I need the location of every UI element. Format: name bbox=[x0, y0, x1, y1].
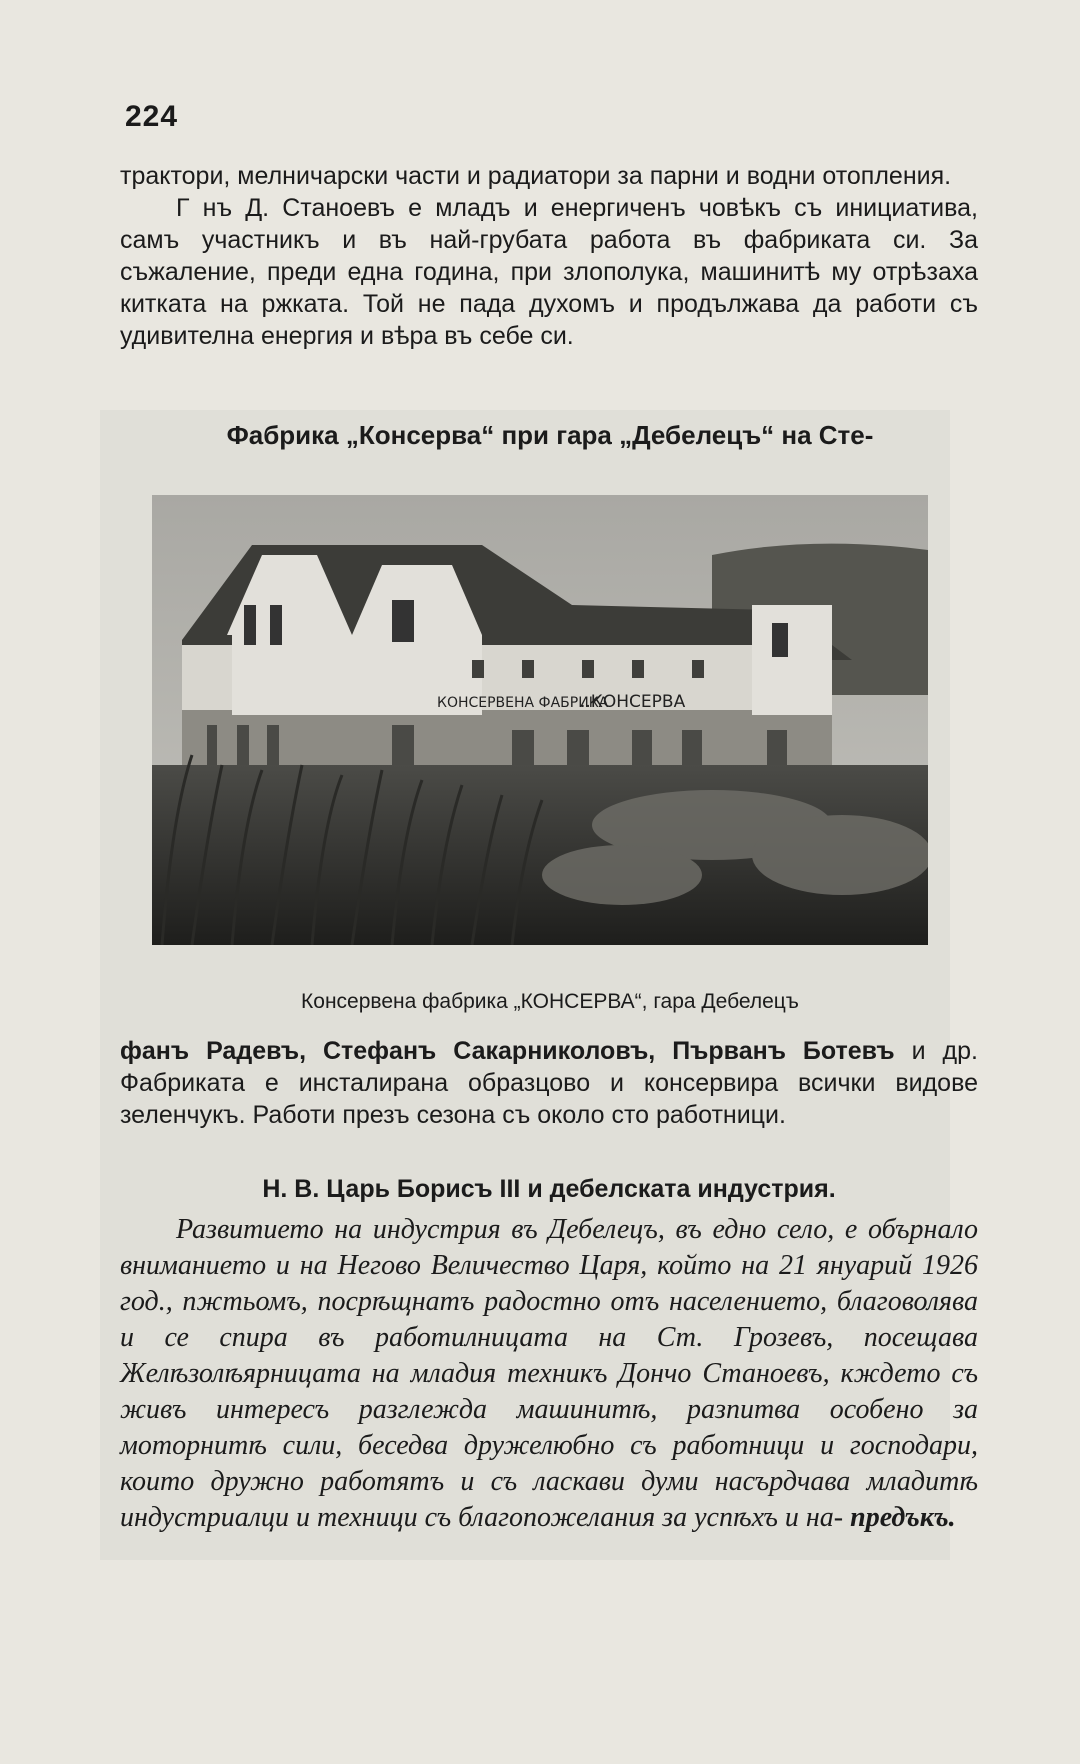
owners-block bbox=[120, 1035, 978, 1131]
paragraph-continuation: трактори, мелничарски части и радиатори за парни и водни отопления. bbox=[120, 162, 952, 190]
king-visit-last-word: предъкъ. bbox=[850, 1502, 956, 1533]
page-number: 224 bbox=[125, 100, 179, 133]
section-block bbox=[120, 1172, 978, 1536]
photo-caption: Консервена фабрика „КОНСЕРВА“, гара Дебелецъ bbox=[301, 990, 799, 1013]
king-visit-text: Развитието на индустрия въ Дебелецъ, въ едно село, е обърнало вниманието и на Негово Величество Царя, който на 21 януарий 1926 год., пжтьомъ, посрѣщнатъ радостно отъ населението, благоволява и се спира въ работилницата на Ст. Грозевъ, посещава Желѣзолѣярницата на младия техникъ Дончо Станоевъ, кждето съ живъ интересъ разглежда машинитѣ, разпитва особено за моторнитѣ сили, беседва дружелюбно съ работници и господари, които дружно работятъ и съ ласкави думи насърдчава младитѣ индустриалци и техници съ благопожелания за успѣхъ и на- bbox=[120, 1214, 978, 1533]
owners-description: и др. Фабриката е инсталирана образцово и консервира всички видове зеленчукъ. Работи презъ сезона съ около сто работници. bbox=[120, 1037, 978, 1129]
owners-names: фанъ Радевъ, Стефанъ Сакарниколовъ, Първанъ Ботевъ bbox=[120, 1037, 895, 1065]
factory-photo bbox=[152, 495, 928, 945]
sign-text-left: КОНСЕРВЕНА ФАБРИКА bbox=[437, 695, 609, 711]
factory-heading: Фабрика „Консерва“ при гара „Дебелецъ“ на Сте- bbox=[226, 420, 874, 450]
paragraph-stanoev: Г нъ Д. Станоевъ е младъ и енергиченъ човѣкъ съ инициатива, самъ участникъ и въ най-грубата работа въ фабриката си. За съжаление, преди една година, при злополука, машинитѣ му отрѣзаха китката на ржката. Той не пада духомъ и продължава да работи съ удивителна енергия и вѣра въ себе си. bbox=[120, 194, 978, 350]
section-title: Н. В. Царь Борисъ III и дебелската индустрия. bbox=[262, 1175, 836, 1203]
king-visit-paragraph bbox=[120, 1212, 978, 1536]
sign-text-right: ..КОНСЕРВА bbox=[580, 692, 686, 712]
top-text-block bbox=[120, 160, 978, 352]
owners-paragraph bbox=[120, 1035, 978, 1131]
factory-photo-image bbox=[152, 495, 928, 945]
